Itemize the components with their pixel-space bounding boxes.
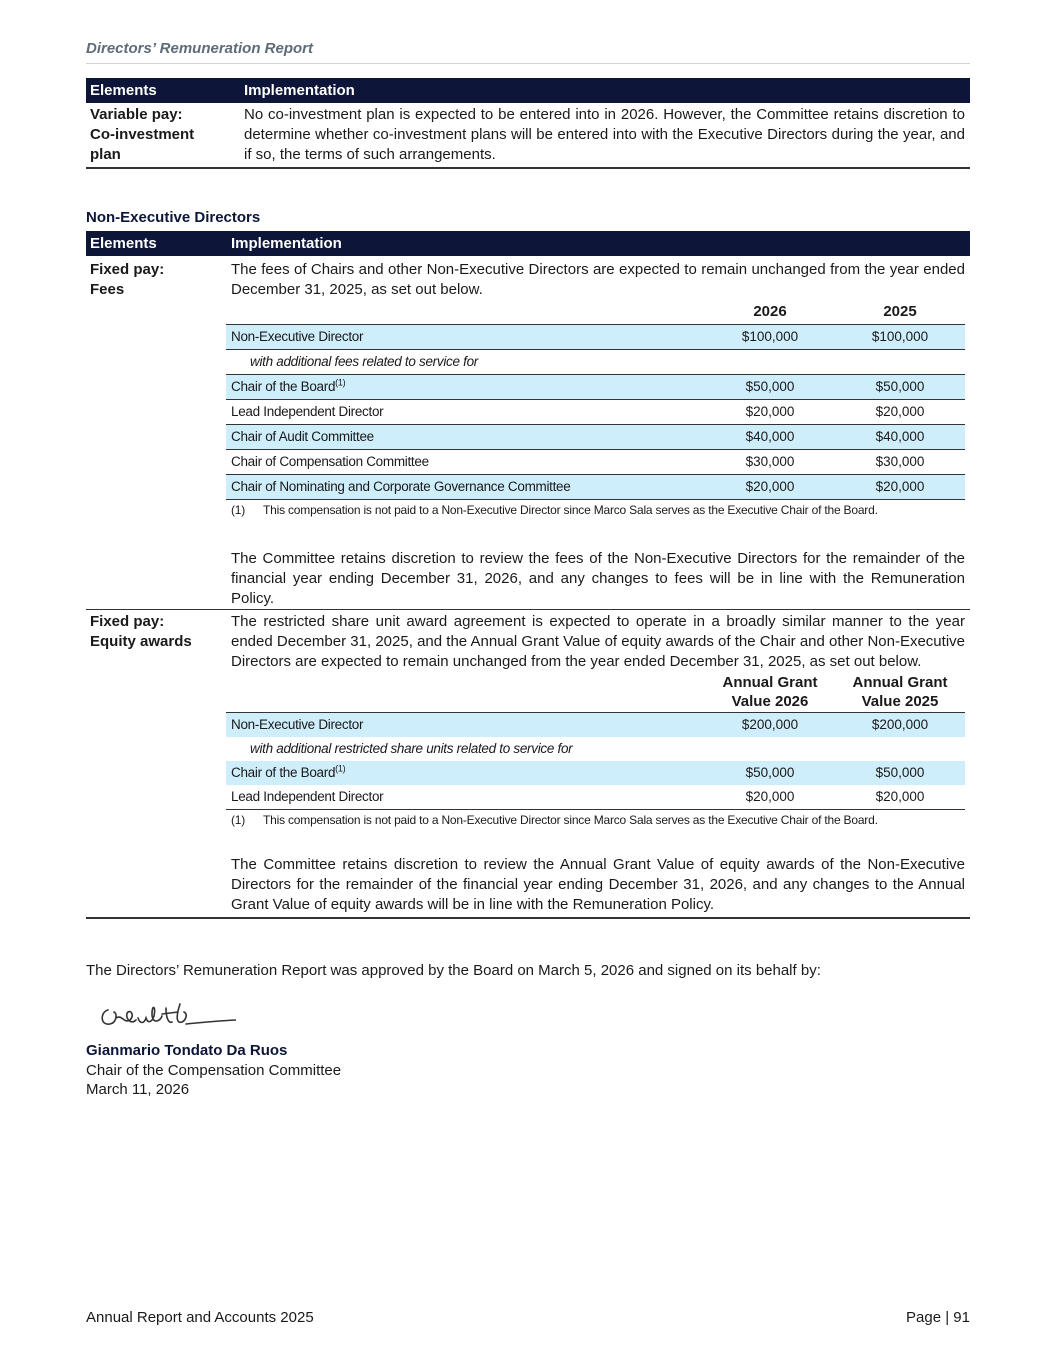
element-line: Fees (90, 281, 125, 298)
equity-table (226, 672, 965, 810)
table-row (226, 375, 965, 400)
table-row (226, 325, 965, 350)
value-2025: $50,000 (835, 375, 965, 400)
equity-closing: The Committee retains discretion to review the Annual Grant Value of equity awards of the Non-Executive Directors for the remainder of the financial year ending December 31, 2026, and any changes to the Annual Grant Value of equity awards will be in line with the Remuneration Policy. (231, 856, 965, 913)
value-2026: $40,000 (705, 425, 835, 450)
value-2025: $20,000 (835, 475, 965, 500)
fees-table (226, 300, 965, 500)
signature-image (96, 996, 236, 1032)
footnote (231, 500, 965, 520)
value-2025: $30,000 (835, 450, 965, 475)
fees-cell (227, 256, 970, 610)
col-implementation: Implementation (227, 231, 970, 256)
row-label: Lead Independent Director (226, 400, 705, 425)
col-elements: Elements (86, 78, 240, 103)
table-row (226, 350, 965, 375)
value-2026: $50,000 (705, 761, 835, 785)
approval-statement: The Directors’ Remuneration Report was approved by the Board on March 5, 2026 and signed on its behalf by: (86, 962, 821, 979)
col-elements: Elements (86, 231, 227, 256)
row-label (226, 375, 705, 400)
signatory-date: March 11, 2026 (86, 1081, 190, 1098)
table-row (226, 737, 965, 761)
col-header-line: Annual Grant (722, 674, 818, 691)
value-2026: $20,000 (705, 785, 835, 810)
value-2025: $40,000 (835, 425, 965, 450)
col-2025 (835, 672, 965, 713)
element-label (86, 256, 227, 610)
equity-intro: The restricted share unit award agreement is expected to operate in a broadly similar manner to the year ended December 31, 2025, and the Annual Grant Value of equity awards of the Chair and other Non-Executive Directors are expected to remain unchanged from the year ended December 31, 2025, as set out below. (231, 613, 965, 670)
value-2026: $50,000 (705, 375, 835, 400)
value-2026: $200,000 (705, 713, 835, 738)
col-header-line: Value 2026 (731, 693, 809, 710)
row-label: Chair of Nominating and Corporate Governance Committee (226, 475, 705, 500)
element-label (86, 610, 227, 919)
signatory-name: Gianmario Tondato Da Ruos (86, 1042, 288, 1059)
col-2025: 2025 (835, 300, 965, 325)
table-row (226, 475, 965, 500)
value-2025: $100,000 (835, 325, 965, 350)
row-label-text: Chair of the Board (231, 765, 336, 780)
row-label: Lead Independent Director (226, 785, 705, 810)
col-implementation: Implementation (240, 78, 970, 103)
value-2025: $20,000 (835, 785, 965, 810)
element-line: Fixed pay: (90, 261, 165, 278)
footnote-number: (1) (231, 503, 246, 517)
signatory-role: Chair of the Compensation Committee (86, 1061, 342, 1079)
table-row (226, 450, 965, 475)
col-header-line: Annual Grant (852, 674, 948, 691)
element-line: Co-investment (90, 126, 195, 143)
variable-pay-table (86, 78, 970, 169)
value-2025: $50,000 (835, 761, 965, 785)
footnote-text: This compensation is not paid to a Non-Executive Director since Marco Sala serves as the Executive Chair of the Board. (263, 813, 878, 827)
equity-cell (227, 610, 970, 919)
fees-label-header (226, 300, 705, 325)
running-header: Directors’ Remuneration Report (86, 40, 313, 57)
footer-title: Annual Report and Accounts 2025 (86, 1309, 314, 1326)
header-rule (86, 63, 970, 64)
element-label (86, 103, 240, 168)
table-row (226, 425, 965, 450)
value-2026: $100,000 (705, 325, 835, 350)
footnote (231, 810, 965, 830)
row-sublabel: with additional restricted share units related to service for (250, 741, 573, 756)
value-2025: $200,000 (835, 713, 965, 738)
col-2026: 2026 (705, 300, 835, 325)
value-2026: $20,000 (705, 400, 835, 425)
footnote-ref: (1) (335, 377, 346, 388)
equity-label-header (226, 672, 705, 713)
row-label: Non-Executive Director (226, 325, 705, 350)
col-header-line: Value 2025 (861, 693, 939, 710)
ned-table (86, 231, 970, 919)
value-2025: $20,000 (835, 400, 965, 425)
element-line: Equity awards (90, 633, 192, 650)
col-2026 (705, 672, 835, 713)
implementation-cell (240, 103, 970, 168)
page-number: Page | 91 (906, 1309, 970, 1326)
element-line: Variable pay: (90, 106, 183, 123)
footnote-number: (1) (231, 813, 246, 827)
table-row (226, 400, 965, 425)
fees-closing: The Committee retains discretion to review the fees of the Non-Executive Directors for the remainder of the financial year ending December 31, 2026, and any changes to fees will be in line with the Remuneration Policy. (231, 550, 965, 607)
row-label-text: Chair of the Board (231, 379, 336, 394)
table-row (226, 761, 965, 785)
footnote-ref: (1) (335, 763, 346, 774)
value-2026: $30,000 (705, 450, 835, 475)
table-row (226, 785, 965, 810)
row-sublabel: with additional fees related to service for (226, 350, 965, 375)
fees-intro: The fees of Chairs and other Non-Executive Directors are expected to remain unchanged from the year ended December 31, 2025, as set out below. (231, 261, 965, 298)
element-line: Fixed pay: (90, 613, 165, 630)
value-2026: $20,000 (705, 475, 835, 500)
section-title: Non-Executive Directors (86, 209, 261, 226)
signatory-block (86, 1041, 341, 1100)
footnote-text: This compensation is not paid to a Non-Executive Director since Marco Sala serves as the Executive Chair of the Board. (263, 503, 878, 517)
element-line: plan (90, 146, 121, 163)
row-label (226, 761, 705, 785)
table-row (226, 713, 965, 738)
row-label: Chair of Audit Committee (226, 425, 705, 450)
implementation-text: No co-investment plan is expected to be entered into in 2026. However, the Committee retains discretion to determine whether co-investment plans will be entered into with the Executive Directors during the year, and if so, the terms of such arrangements. (244, 106, 965, 163)
row-label: Non-Executive Director (226, 713, 705, 738)
row-label: Chair of Compensation Committee (226, 450, 705, 475)
